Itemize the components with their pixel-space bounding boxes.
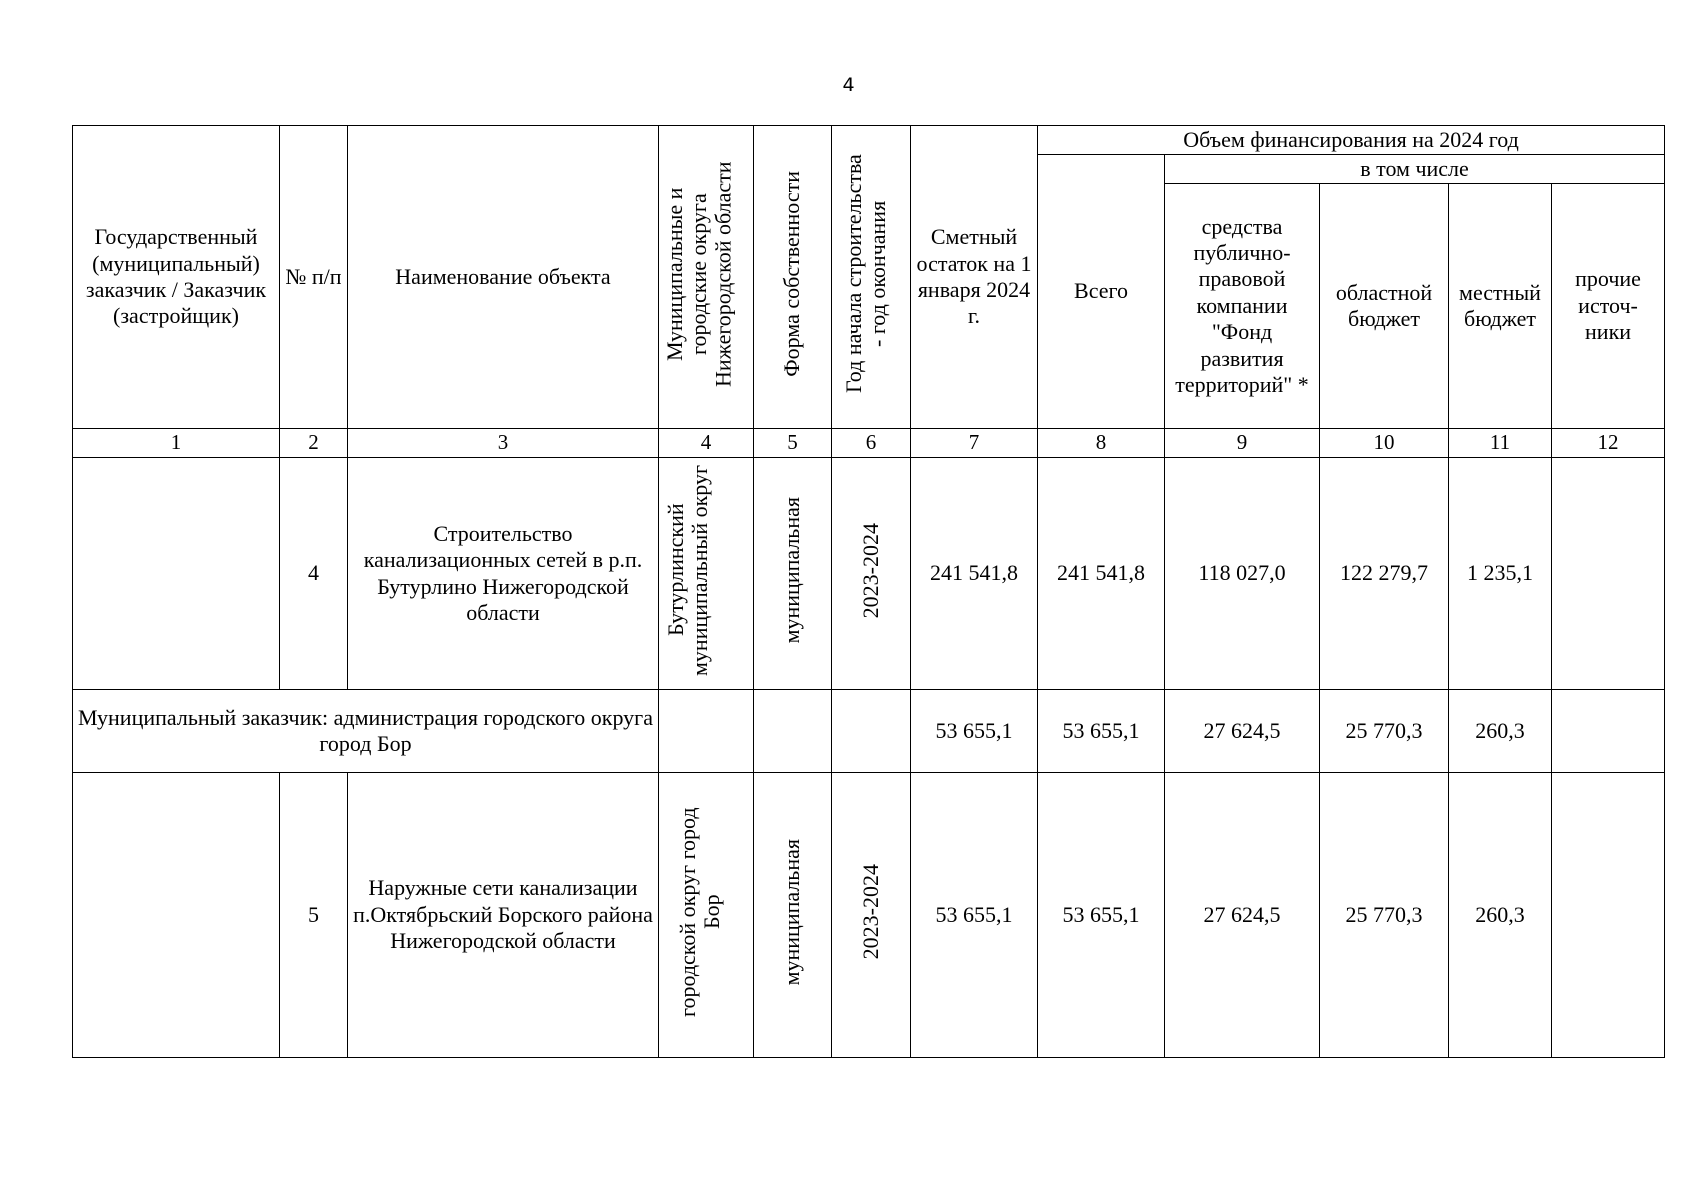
row-estimate-cell: 53 655,1 — [911, 773, 1038, 1058]
header-years — [832, 126, 911, 429]
header-num: № п/п — [280, 126, 348, 429]
column-number: 8 — [1038, 429, 1165, 458]
financing-table — [72, 125, 1665, 1058]
row-regional-cell: 122 279,7 — [1320, 458, 1449, 690]
header-ownership — [754, 126, 832, 429]
row-district-cell — [659, 690, 754, 773]
row-regional-cell: 25 770,3 — [1320, 773, 1449, 1058]
row-years-text: 2023-2024 — [857, 522, 883, 618]
row-regional-cell: 25 770,3 — [1320, 690, 1449, 773]
row-ownership-text: муниципальная — [779, 497, 805, 644]
row-customer-cell — [73, 773, 280, 1058]
column-number: 12 — [1552, 429, 1665, 458]
table-row — [73, 458, 1665, 690]
row-fund-cell: 27 624,5 — [1165, 690, 1320, 773]
row-num-cell: 5 — [280, 773, 348, 1058]
column-number: 4 — [659, 429, 754, 458]
header-funding-group: Объем финансирования на 2024 год — [1038, 126, 1665, 155]
row-estimate-cell: 241 541,8 — [911, 458, 1038, 690]
row-years-cell — [832, 773, 911, 1058]
header-estimate: Сметный остаток на 1 января 2024 г. — [911, 126, 1038, 429]
row-years-cell — [832, 690, 911, 773]
row-district-cell — [659, 458, 754, 690]
header-ownership-text: Форма собственности — [779, 170, 805, 377]
row-object-name-cell: Строительство канализационных сетей в р.п. Бутурлино Нижегородской области — [348, 458, 659, 690]
row-district-text: Бутурлинский муниципальный округ — [663, 464, 713, 676]
table-row-customer-subtotal — [73, 690, 1665, 773]
header-districts — [659, 126, 754, 429]
header-other: прочие источ-ники — [1552, 184, 1665, 429]
page-number: 4 — [842, 74, 855, 96]
row-customer-cell — [73, 458, 280, 690]
row-district-cell — [659, 773, 754, 1058]
row-years-cell — [832, 458, 911, 690]
row-total-cell: 53 655,1 — [1038, 773, 1165, 1058]
header-object-name: Наименование объекта — [348, 126, 659, 429]
header-years-text: Год начала строительства - год окончания — [841, 154, 891, 394]
row-years-text: 2023-2024 — [857, 864, 883, 960]
column-number: 3 — [348, 429, 659, 458]
row-total-cell: 241 541,8 — [1038, 458, 1165, 690]
row-other-cell — [1552, 690, 1665, 773]
header-including: в том числе — [1165, 155, 1665, 184]
row-local-cell: 1 235,1 — [1449, 458, 1552, 690]
row-fund-cell: 118 027,0 — [1165, 458, 1320, 690]
row-object-name-cell: Наружные сети канализации п.Октябрьский Борского района Нижегородской области — [348, 773, 659, 1058]
row-num-cell: 4 — [280, 458, 348, 690]
header-regional: областной бюджет — [1320, 184, 1449, 429]
column-number: 6 — [832, 429, 911, 458]
row-total-cell: 53 655,1 — [1038, 690, 1165, 773]
column-number: 1 — [73, 429, 280, 458]
header-row-1 — [73, 126, 1665, 155]
header-local: местный бюджет — [1449, 184, 1552, 429]
header-fund: средства публично-правовой компании "Фонд развития территорий" * — [1165, 184, 1320, 429]
column-number: 10 — [1320, 429, 1449, 458]
header-customer: Государственный (муниципальный) заказчик / Заказчик (застройщик) — [73, 126, 280, 429]
header-districts-text: Муниципальные и городские округа Нижегородской области — [662, 161, 736, 387]
row-ownership-text: муниципальная — [779, 838, 805, 986]
row-local-cell: 260,3 — [1449, 773, 1552, 1058]
row-estimate-cell: 53 655,1 — [911, 690, 1038, 773]
row-local-cell: 260,3 — [1449, 690, 1552, 773]
column-number: 5 — [754, 429, 832, 458]
column-number: 11 — [1449, 429, 1552, 458]
row-fund-cell: 27 624,5 — [1165, 773, 1320, 1058]
column-numbers-row — [73, 429, 1665, 458]
row-other-cell — [1552, 458, 1665, 690]
row-district-text: городской округ город Бор — [675, 807, 725, 1017]
row-other-cell — [1552, 773, 1665, 1058]
column-number: 7 — [911, 429, 1038, 458]
row-ownership-cell — [754, 458, 832, 690]
column-number: 9 — [1165, 429, 1320, 458]
row-ownership-cell — [754, 690, 832, 773]
header-total: Всего — [1038, 155, 1165, 429]
table-row — [73, 773, 1665, 1058]
row-ownership-cell — [754, 773, 832, 1058]
column-number: 2 — [280, 429, 348, 458]
row-customer-cell: Муниципальный заказчик: администрация городского округа город Бор — [73, 690, 659, 773]
